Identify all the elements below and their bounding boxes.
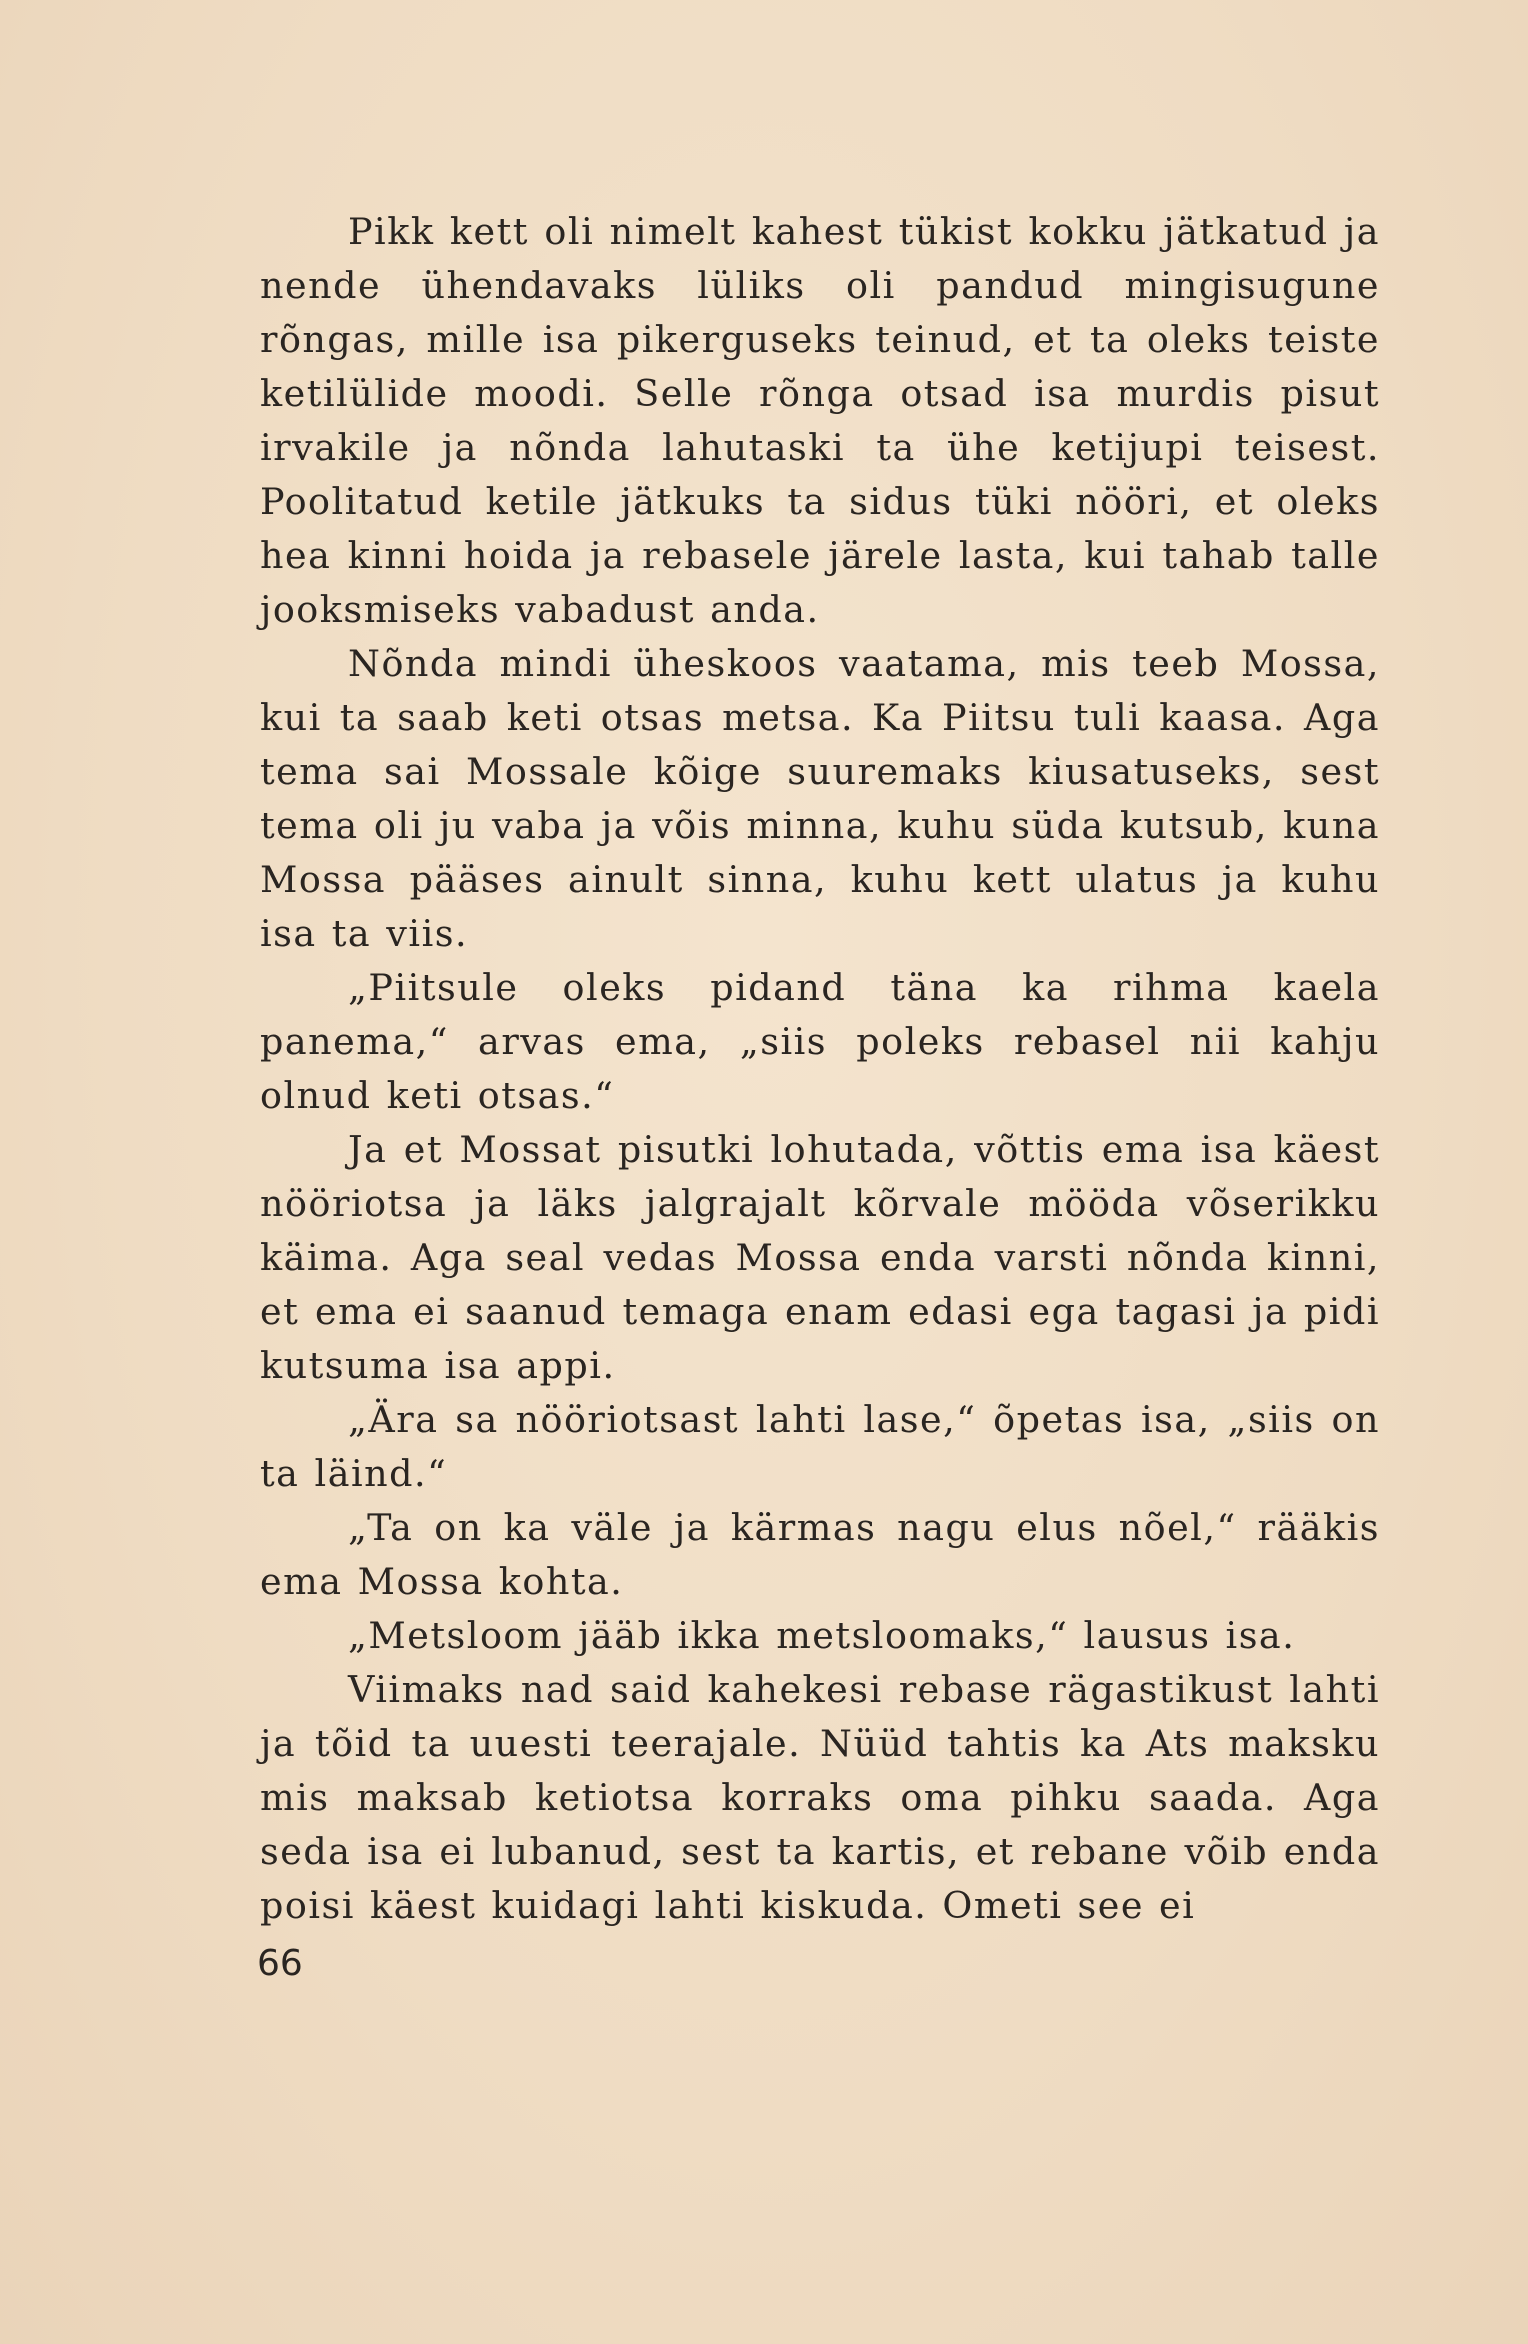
paragraph: Pikk kett oli nimelt kahest tükist kokku jätkatud ja nende ühendavaks lüliks oli pandud mingisugune rõngas, mille isa pikerguseks teinud, et ta oleks teiste ketilülide moodi. Selle rõnga otsad isa murdis pisut irvakile ja nõnda lahutaski ta ühe ketijupi teisest. Poolitatud ketile jätkuks ta sidus tüki nööri, et oleks hea kinni hoida ja rebasele järele lasta, kui tahab talle jooksmiseks vabadust anda. bbox=[260, 210, 1380, 631]
page-body bbox=[260, 205, 1380, 1933]
paragraph: „Ta on ka väle ja kärmas nagu elus nõel,“ rääkis ema Mossa kohta. bbox=[260, 1506, 1380, 1603]
paragraph: „Ära sa nööriotsast lahti lase,“ õpetas isa, „siis on ta läind.“ bbox=[260, 1398, 1380, 1495]
page-number: 66 bbox=[257, 1943, 303, 1984]
paragraph: „Piitsule oleks pidand täna ka rihma kaela panema,“ arvas ema, „siis poleks rebasel nii kahju olnud keti otsas.“ bbox=[260, 966, 1380, 1117]
paragraph: Viimaks nad said kahekesi rebase rägastikust lahti ja tõid ta uuesti teerajale. Nüüd tahtis ka Ats maksku mis maksab ketiotsa korraks oma pihku saada. Aga seda isa ei lubanud, sest ta kartis, et rebane võib enda poisi käest kuidagi lahti kiskuda. Ometi see ei bbox=[260, 1668, 1380, 1927]
paragraph: Nõnda mindi üheskoos vaatama, mis teeb Mossa, kui ta saab keti otsas metsa. Ka Piitsu tuli kaasa. Aga tema sai Mossale kõige suuremaks kiusatuseks, sest tema oli ju vaba ja võis minna, kuhu süda kutsub, kuna Mossa pääses ainult sinna, kuhu kett ulatus ja kuhu isa ta viis. bbox=[260, 642, 1380, 955]
paragraph: „Metsloom jääb ikka metsloomaks,“ lausus isa. bbox=[348, 1614, 1296, 1657]
paragraph: Ja et Mossat pisutki lohutada, võttis ema isa käest nööriotsa ja läks jalgrajalt kõrvale mööda võserikku käima. Aga seal vedas Mossa enda varsti nõnda kinni, et ema ei saanud temaga enam edasi ega tagasi ja pidi kutsuma isa appi. bbox=[260, 1128, 1380, 1387]
